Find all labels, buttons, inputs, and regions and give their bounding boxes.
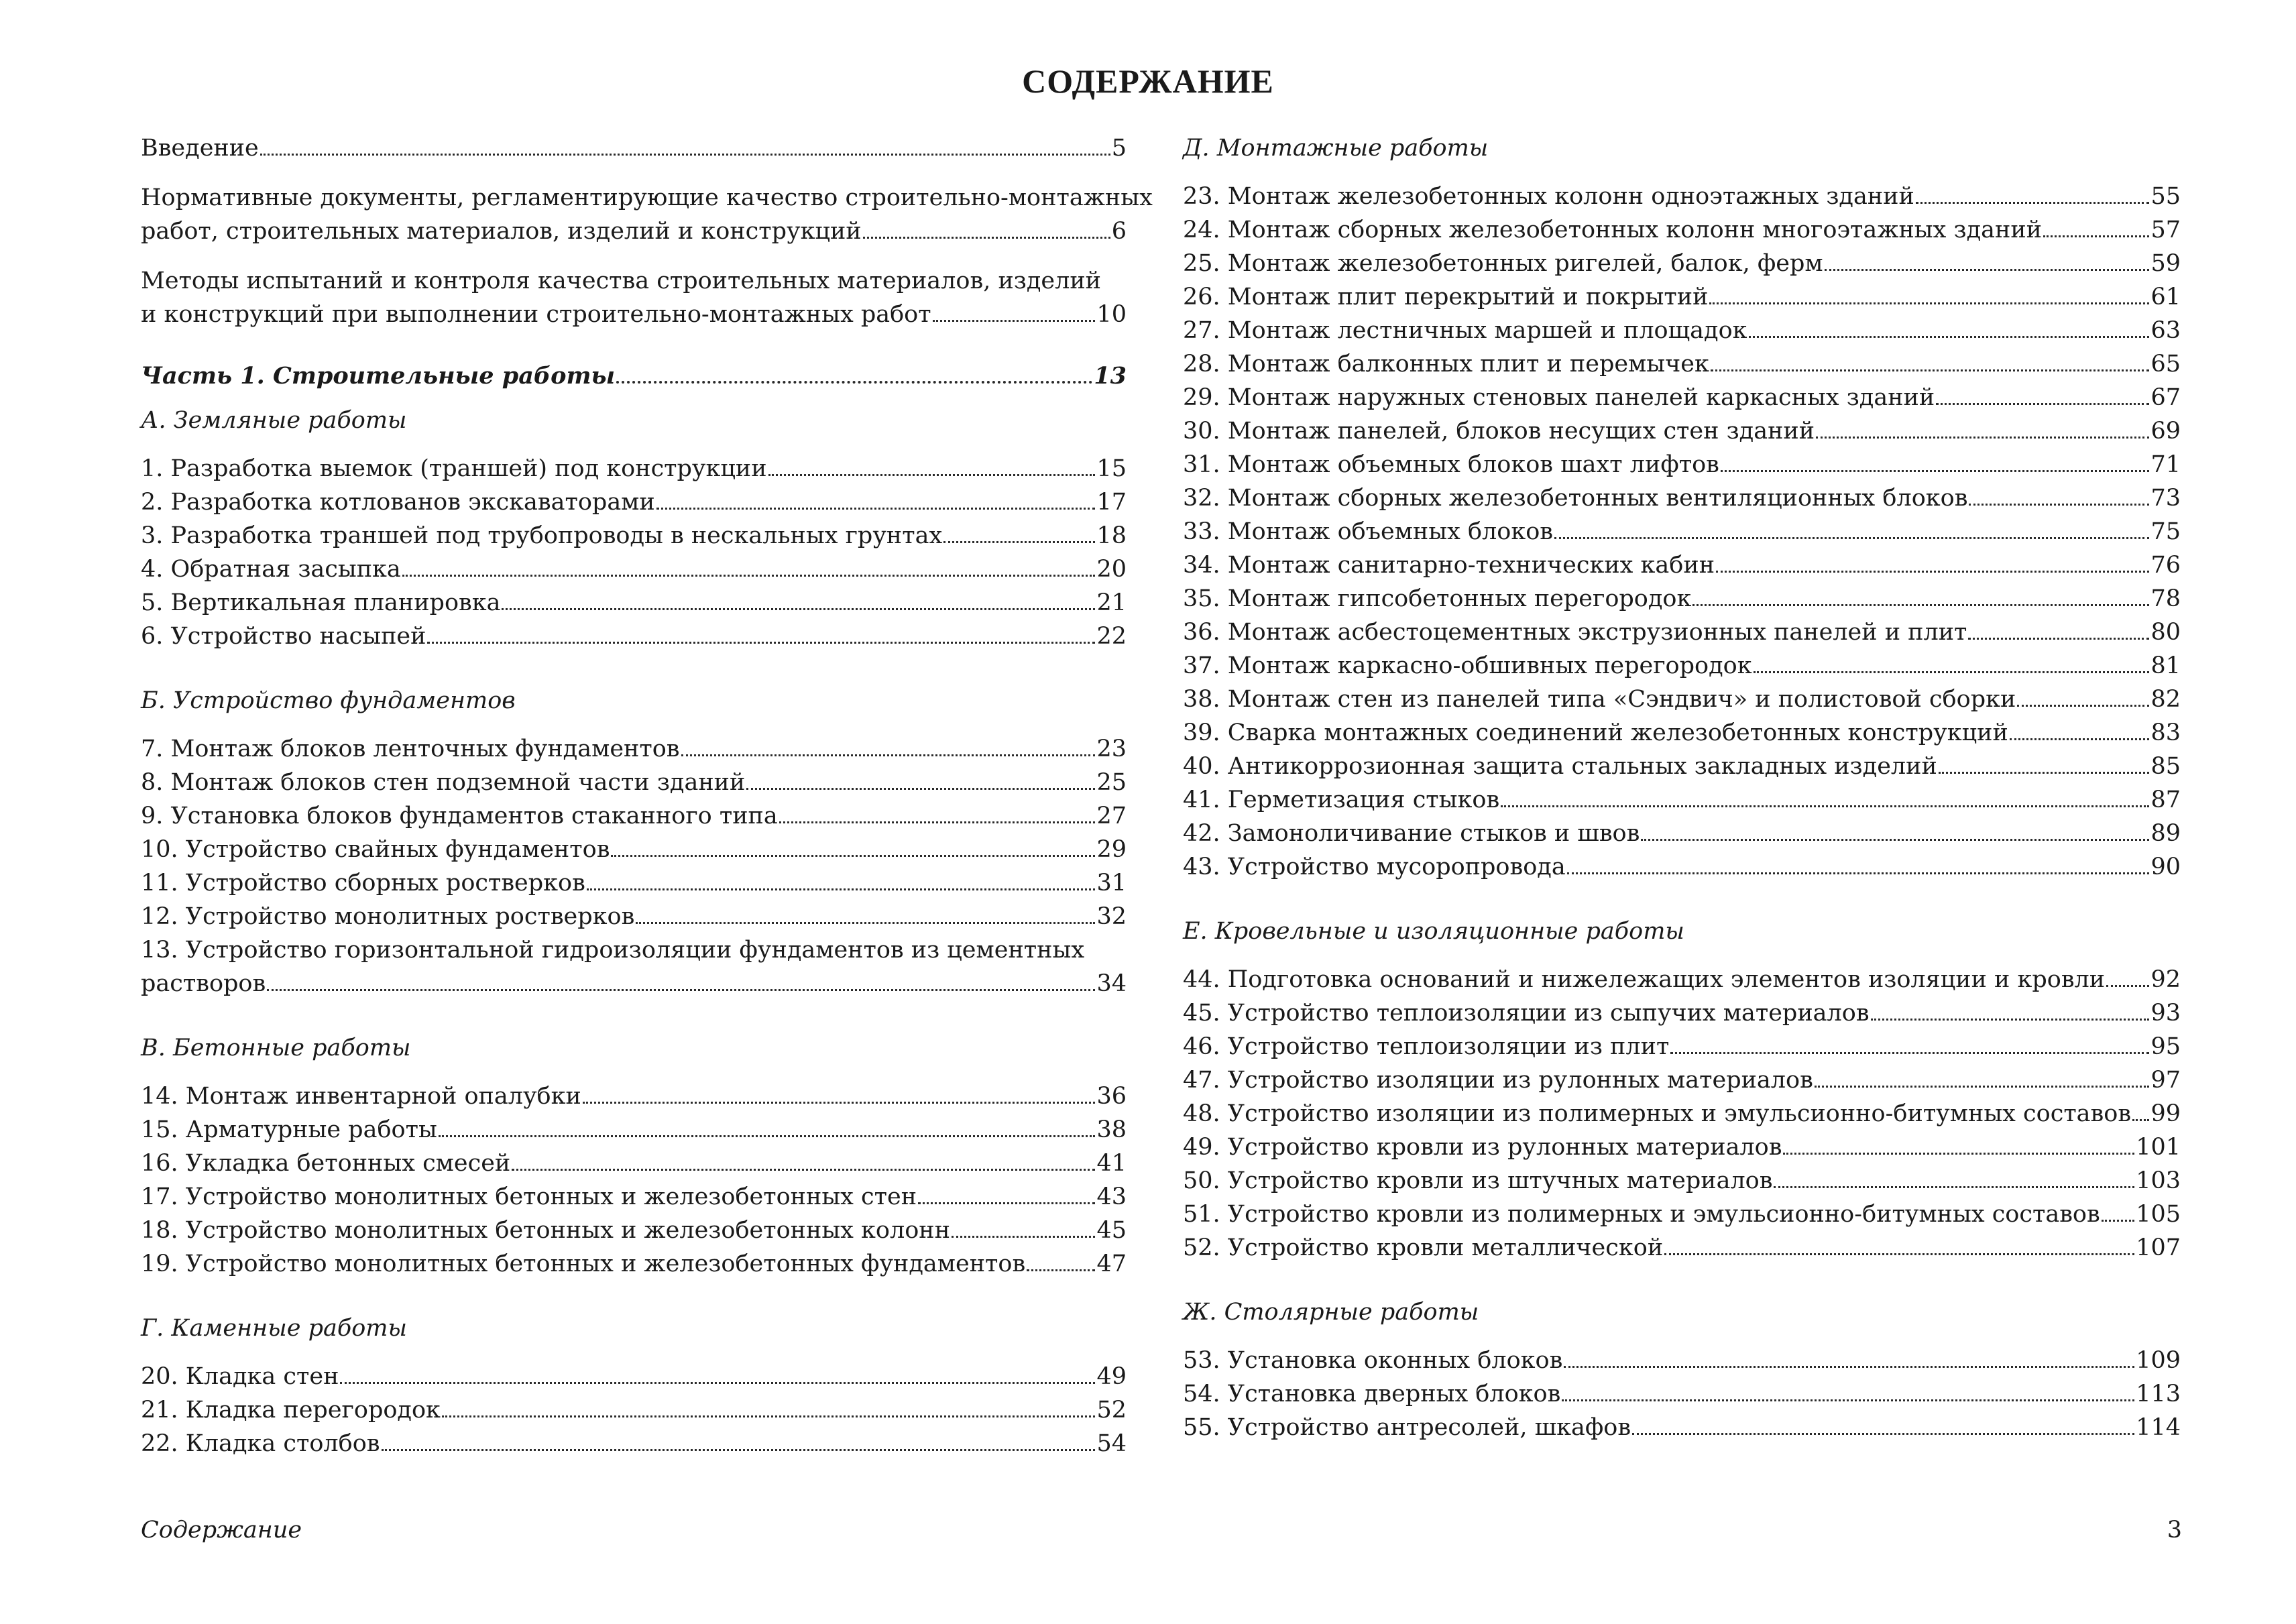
toc-entry[interactable] [1183, 1198, 2181, 1231]
entry-page: 83 [2150, 719, 2181, 746]
toc-entry[interactable] [1183, 280, 2181, 314]
toc-entry-13[interactable] [141, 933, 1127, 1000]
entry-page: 10 [1096, 301, 1127, 328]
entry-title: 52. Устройство кровли металлической [1183, 1234, 1664, 1261]
leader-dots [2043, 235, 2149, 237]
entry-page: 76 [2150, 552, 2181, 579]
toc-entry[interactable] [141, 1147, 1127, 1180]
leader-dots [1711, 369, 2150, 371]
leader-dots [1670, 1052, 2149, 1054]
toc-entry[interactable] [141, 833, 1127, 866]
leader-dots [1664, 1253, 2134, 1255]
entry-title: 21. Кладка перегородок [141, 1397, 441, 1424]
entry-page: 49 [1096, 1363, 1127, 1390]
toc-entry[interactable] [1183, 1231, 2181, 1265]
entry-title: 55. Устройство антресолей, шкафов [1183, 1414, 1631, 1441]
leader-dots [402, 575, 1096, 577]
entry-page: 101 [2136, 1134, 2181, 1161]
toc-entry[interactable] [1183, 448, 2181, 481]
leader-dots [863, 237, 1110, 239]
part-title: Часть 1. Строительные работы [141, 362, 616, 390]
entry-title: 12. Устройство монолитных ростверков [141, 903, 635, 930]
leader-dots [1816, 437, 2149, 439]
leader-dots [1825, 269, 2150, 271]
entry-title: 11. Устройство сборных ростверков [141, 870, 585, 896]
toc-entry[interactable] [1183, 548, 2181, 582]
entry-page: 27 [1096, 803, 1127, 829]
section-heading-installation: Д. Монтажные работы [1183, 135, 1489, 162]
toc-entry[interactable] [141, 1214, 1127, 1247]
entry-page: 59 [2150, 250, 2181, 277]
entry-page: 105 [2136, 1201, 2181, 1228]
entry-page: 18 [1096, 522, 1127, 549]
toc-entry[interactable] [141, 485, 1127, 519]
toc-entry[interactable] [1183, 582, 2181, 616]
entry-title: 7. Монтаж блоков ленточных фундаментов [141, 736, 680, 762]
leader-dots [427, 642, 1095, 644]
entry-page: 57 [2150, 217, 2181, 243]
entry-page: 92 [2150, 966, 2181, 993]
entry-title-line2: и конструкций при выполнении строительно-монтажных работ [141, 301, 931, 328]
leader-dots [587, 888, 1096, 890]
section-list-foundations [141, 732, 1127, 1000]
toc-entry[interactable] [141, 766, 1127, 799]
entry-title: 10. Устройство свайных фундаментов [141, 836, 610, 863]
leader-dots [2017, 705, 2149, 707]
entry-title: 3. Разработка траншей под трубопроводы в нескальных грунтах [141, 522, 943, 549]
section-heading-roofing: Е. Кровельные и изоляционные работы [1183, 918, 1684, 945]
toc-right-column [1183, 131, 2181, 1444]
leader-dots [1916, 202, 2150, 204]
entry-page: 22 [1096, 623, 1127, 650]
toc-entry[interactable] [141, 1393, 1127, 1427]
entry-page: 55 [2150, 183, 2181, 210]
entry-page: 103 [2136, 1167, 2181, 1194]
leader-dots [442, 1415, 1096, 1417]
leader-dots [1969, 504, 2149, 506]
page-title: СОДЕРЖАНИЕ [1022, 62, 1274, 100]
entry-page: 21 [1096, 589, 1127, 616]
toc-entry[interactable] [1183, 716, 2181, 750]
leader-dots [611, 855, 1095, 857]
entry-title: 18. Устройство монолитных бетонных и железобетонных колонн [141, 1217, 950, 1244]
toc-entry[interactable] [1183, 247, 2181, 280]
entry-page: 78 [2150, 585, 2181, 612]
leader-dots [1564, 1366, 2134, 1368]
toc-entry[interactable] [141, 799, 1127, 833]
toc-entry[interactable] [1183, 783, 2181, 817]
entry-page: 71 [2150, 451, 2181, 478]
entry-page: 65 [2150, 351, 2181, 378]
entry-page: 52 [1096, 1397, 1127, 1424]
toc-entry[interactable] [141, 1247, 1127, 1281]
leader-dots [1567, 872, 2150, 874]
entry-page: 95 [2150, 1033, 2181, 1060]
leader-dots [681, 754, 1096, 756]
leader-dots [1721, 470, 2150, 472]
leader-dots [933, 320, 1096, 322]
toc-entry-intro[interactable] [141, 131, 1127, 165]
section-heading-foundations: Б. Устройство фундаментов [141, 687, 516, 714]
entry-title: 33. Монтаж объемных блоков [1183, 518, 1554, 545]
toc-entry[interactable] [1183, 1130, 2181, 1164]
entry-page: 85 [2150, 753, 2181, 780]
entry-title: 54. Установка дверных блоков [1183, 1381, 1561, 1407]
entry-page: 15 [1096, 455, 1127, 482]
leader-dots [1968, 638, 2149, 640]
page-number: 3 [2167, 1517, 2182, 1544]
entry-title: 46. Устройство теплоизоляции из плит [1183, 1033, 1670, 1060]
leader-dots [943, 541, 1095, 543]
entry-page: 34 [1096, 970, 1127, 997]
entry-page: 109 [2136, 1347, 2181, 1374]
entry-page: 41 [1096, 1150, 1127, 1177]
leader-dots [952, 1236, 1096, 1238]
leader-dots [1783, 1153, 2134, 1155]
leader-dots [918, 1202, 1095, 1204]
leader-dots [656, 508, 1096, 510]
entry-title-line2: работ, строительных материалов, изделий и конструкций [141, 218, 862, 245]
entry-title: 31. Монтаж объемных блоков шахт лифтов [1183, 451, 1719, 478]
entry-title: 35. Монтаж гипсобетонных перегородок [1183, 585, 1692, 612]
entry-title: 37. Монтаж каркасно-обшивных перегородок [1183, 652, 1752, 679]
entry-title: 39. Сварка монтажных соединений железобетонных конструкций [1183, 719, 2008, 746]
entry-page: 5 [1111, 135, 1127, 162]
entry-title-line1: 13. Устройство горизонтальной гидроизоляции фундаментов из цементных [141, 937, 1085, 964]
leader-dots [1871, 1019, 2150, 1021]
leader-dots [1554, 537, 2149, 539]
entry-page: 31 [1096, 870, 1127, 896]
toc-entry[interactable] [1183, 750, 2181, 783]
running-footer-label: Содержание [141, 1517, 302, 1544]
toc-entry[interactable] [1183, 1411, 2181, 1444]
entry-title: 49. Устройство кровли из рулонных материалов [1183, 1134, 1782, 1161]
entry-title: 29. Монтаж наружных стеновых панелей каркасных зданий [1183, 384, 1935, 411]
entry-title: 50. Устройство кровли из штучных материалов [1183, 1167, 1773, 1194]
entry-page: 89 [2150, 820, 2181, 847]
entry-page: 17 [1096, 489, 1127, 516]
toc-entry[interactable] [1183, 850, 2181, 884]
section-list-concrete [141, 1080, 1127, 1281]
entry-page: 63 [2150, 317, 2181, 344]
entry-title: 9. Установка блоков фундаментов стаканного типа [141, 803, 778, 829]
toc-entry[interactable] [141, 519, 1127, 553]
toc-entry[interactable] [141, 900, 1127, 933]
entry-page: 36 [1096, 1083, 1127, 1110]
entry-title-line2: растворов [141, 970, 266, 997]
entry-title: 17. Устройство монолитных бетонных и железобетонных стен [141, 1183, 917, 1210]
entry-title: 27. Монтаж лестничных маршей и площадок [1183, 317, 1747, 344]
entry-page: 43 [1096, 1183, 1127, 1210]
section-list-roofing [1183, 963, 2181, 1265]
toc-entry[interactable] [141, 1080, 1127, 1113]
leader-dots [583, 1102, 1096, 1104]
toc-part-1[interactable] [141, 359, 1127, 393]
section-list-installation [1183, 180, 2181, 884]
toc-entry[interactable] [141, 1360, 1127, 1393]
leader-dots [2132, 1119, 2149, 1121]
entry-page: 29 [1096, 836, 1127, 863]
entry-title: 51. Устройство кровли из полимерных и эмульсионно-битумных составов [1183, 1201, 2100, 1228]
entry-page: 99 [2150, 1100, 2181, 1127]
leader-dots [260, 154, 1110, 156]
toc-entry[interactable] [1183, 213, 2181, 247]
leader-dots [636, 922, 1095, 924]
leader-dots [1749, 336, 2150, 338]
entry-title: 4. Обратная засыпка [141, 556, 401, 583]
toc-entry[interactable] [141, 866, 1127, 900]
toc-entry[interactable] [1183, 1377, 2181, 1411]
leader-dots [1815, 1086, 2150, 1088]
entry-page: 38 [1096, 1116, 1127, 1143]
toc-entry[interactable] [141, 1427, 1127, 1460]
leader-dots [1754, 671, 2150, 673]
section-heading-joinery: Ж. Столярные работы [1183, 1299, 1479, 1326]
section-heading-concrete: В. Бетонные работы [141, 1035, 411, 1061]
section-list-earthworks [141, 452, 1127, 653]
toc-entry[interactable] [1183, 996, 2181, 1030]
toc-entry-normative[interactable] [141, 181, 1153, 248]
entry-page: 87 [2150, 787, 2181, 813]
entry-page: 32 [1096, 903, 1127, 930]
leader-dots [340, 1382, 1095, 1384]
leader-dots [512, 1169, 1095, 1171]
entry-title: 26. Монтаж плит перекрытий и покрытий [1183, 284, 1709, 310]
entry-page: 93 [2150, 1000, 2181, 1027]
toc-entry[interactable] [1183, 515, 2181, 548]
leader-dots [768, 474, 1096, 476]
leader-dots [1641, 839, 2149, 841]
part-page: 13 [1094, 362, 1127, 390]
toc-entry[interactable] [1183, 314, 2181, 347]
entry-title-line1: Методы испытаний и контроля качества строительных материалов, изделий [141, 268, 1102, 294]
toc-entry[interactable] [141, 1113, 1127, 1147]
entry-title: 48. Устройство изоляции из полимерных и эмульсионно-битумных составов [1183, 1100, 2132, 1127]
entry-page: 97 [2150, 1067, 2181, 1094]
toc-entry[interactable] [141, 452, 1127, 485]
entry-page: 114 [2136, 1414, 2181, 1441]
toc-entry[interactable] [1183, 616, 2181, 649]
entry-title: 5. Вертикальная планировка [141, 589, 501, 616]
entry-title: 6. Устройство насыпей [141, 623, 426, 650]
toc-entry[interactable] [1183, 817, 2181, 850]
entry-page: 75 [2150, 518, 2181, 545]
leader-dots [2102, 1220, 2135, 1222]
leader-dots [2106, 985, 2149, 987]
entry-title: 8. Монтаж блоков стен подземной части зданий [141, 769, 746, 796]
leader-dots [382, 1449, 1096, 1451]
entry-title: 45. Устройство теплоизоляции из сыпучих материалов [1183, 1000, 1870, 1027]
entry-page: 82 [2150, 686, 2181, 713]
entry-title: 16. Укладка бетонных смесей [141, 1150, 511, 1177]
toc-entry[interactable] [1183, 1097, 2181, 1130]
toc-entry[interactable] [1183, 1344, 2181, 1377]
leader-dots [746, 788, 1095, 790]
entry-title: 43. Устройство мусоропровода [1183, 854, 1566, 880]
entry-title: 32. Монтаж сборных железобетонных вентиляционных блоков [1183, 485, 1968, 512]
toc-entry[interactable] [1183, 963, 2181, 996]
entry-title: 14. Монтаж инвентарной опалубки [141, 1083, 581, 1110]
entry-title: 23. Монтаж железобетонных колонн одноэтажных зданий [1183, 183, 1914, 210]
entry-page: 113 [2136, 1381, 2181, 1407]
entry-page: 81 [2150, 652, 2181, 679]
entry-page: 6 [1111, 218, 1127, 245]
leader-dots [616, 381, 1092, 384]
toc-entry-methods[interactable] [141, 264, 1127, 331]
entry-title: 20. Кладка стен [141, 1363, 339, 1390]
entry-title: 15. Арматурные работы [141, 1116, 437, 1143]
leader-dots [502, 608, 1095, 610]
leader-dots [1632, 1433, 2134, 1435]
entry-title: 40. Антикоррозионная защита стальных закладных изделий [1183, 753, 1937, 780]
entry-page: 20 [1096, 556, 1127, 583]
entry-title: 36. Монтаж асбестоцементных экструзионных панелей и плит [1183, 619, 1967, 646]
entry-title: 25. Монтаж железобетонных ригелей, балок, ферм [1183, 250, 1823, 277]
entry-title: 30. Монтаж панелей, блоков несущих стен зданий [1183, 418, 1815, 445]
leader-dots [1936, 403, 2149, 405]
entry-title: 24. Монтаж сборных железобетонных колонн многоэтажных зданий [1183, 217, 2043, 243]
toc-entry[interactable] [1183, 1030, 2181, 1063]
toc-entry[interactable] [141, 732, 1127, 766]
entry-title-line1: Нормативные документы, регламентирующие качество строительно-монтажных [141, 184, 1153, 211]
leader-dots [1562, 1399, 2134, 1401]
entry-page: 80 [2150, 619, 2181, 646]
section-list-joinery [1183, 1344, 2181, 1444]
entry-title: 42. Замоноличивание стыков и швов [1183, 820, 1640, 847]
toc-entry[interactable] [1183, 381, 2181, 414]
entry-page: 61 [2150, 284, 2181, 310]
section-heading-earthworks: А. Земляные работы [141, 407, 407, 434]
toc-entry[interactable] [1183, 1063, 2181, 1097]
entry-title: 1. Разработка выемок (траншей) под конструкции [141, 455, 767, 482]
toc-entry[interactable] [141, 620, 1127, 653]
toc-entry[interactable] [1183, 481, 2181, 515]
leader-dots [1027, 1269, 1095, 1271]
entry-page: 73 [2150, 485, 2181, 512]
toc-entry[interactable] [141, 586, 1127, 620]
entry-page: 25 [1096, 769, 1127, 796]
entry-page: 45 [1096, 1217, 1127, 1244]
leader-dots [439, 1135, 1096, 1137]
leader-dots [1501, 805, 2149, 807]
entry-title: 28. Монтаж балконных плит и перемычек [1183, 351, 1709, 378]
leader-dots [1709, 302, 2149, 304]
toc-entry[interactable] [1183, 649, 2181, 683]
section-list-masonry [141, 1360, 1127, 1460]
entry-page: 23 [1096, 736, 1127, 762]
toc-entry[interactable] [141, 553, 1127, 586]
entry-page: 90 [2150, 854, 2181, 880]
entry-page: 54 [1096, 1430, 1127, 1457]
leader-dots [2010, 738, 2150, 740]
entry-title: 44. Подготовка оснований и нижележащих элементов изоляции и кровли [1183, 966, 2106, 993]
entry-page: 67 [2150, 384, 2181, 411]
leader-dots [1774, 1186, 2134, 1188]
leader-dots [1939, 772, 2150, 774]
toc-entry[interactable] [1183, 180, 2181, 213]
leader-dots [267, 989, 1095, 991]
entry-title: 22. Кладка столбов [141, 1430, 380, 1457]
entry-page: 69 [2150, 418, 2181, 445]
toc-entry[interactable] [1183, 347, 2181, 381]
leader-dots [779, 821, 1096, 823]
entry-page: 107 [2136, 1234, 2181, 1261]
entry-title: 38. Монтаж стен из панелей типа «Сэндвич» и полистовой сборки [1183, 686, 2016, 713]
entry-title: Введение [141, 135, 259, 162]
entry-page: 47 [1096, 1251, 1127, 1277]
toc-left-column [141, 131, 1153, 1460]
leader-dots [1716, 571, 2149, 573]
entry-title: 53. Установка оконных блоков [1183, 1347, 1563, 1374]
leader-dots [1692, 604, 2149, 606]
entry-title: 34. Монтаж санитарно-технических кабин [1183, 552, 1715, 579]
toc-entry[interactable] [141, 1180, 1127, 1214]
section-heading-masonry: Г. Каменные работы [141, 1315, 407, 1342]
entry-title: 19. Устройство монолитных бетонных и железобетонных фундаментов [141, 1251, 1026, 1277]
entry-title: 2. Разработка котлованов экскаваторами [141, 489, 655, 516]
entry-title: 47. Устройство изоляции из рулонных материалов [1183, 1067, 1813, 1094]
toc-entry[interactable] [1183, 1164, 2181, 1198]
entry-title: 41. Герметизация стыков [1183, 787, 1500, 813]
toc-entry[interactable] [1183, 414, 2181, 448]
toc-entry[interactable] [1183, 683, 2181, 716]
